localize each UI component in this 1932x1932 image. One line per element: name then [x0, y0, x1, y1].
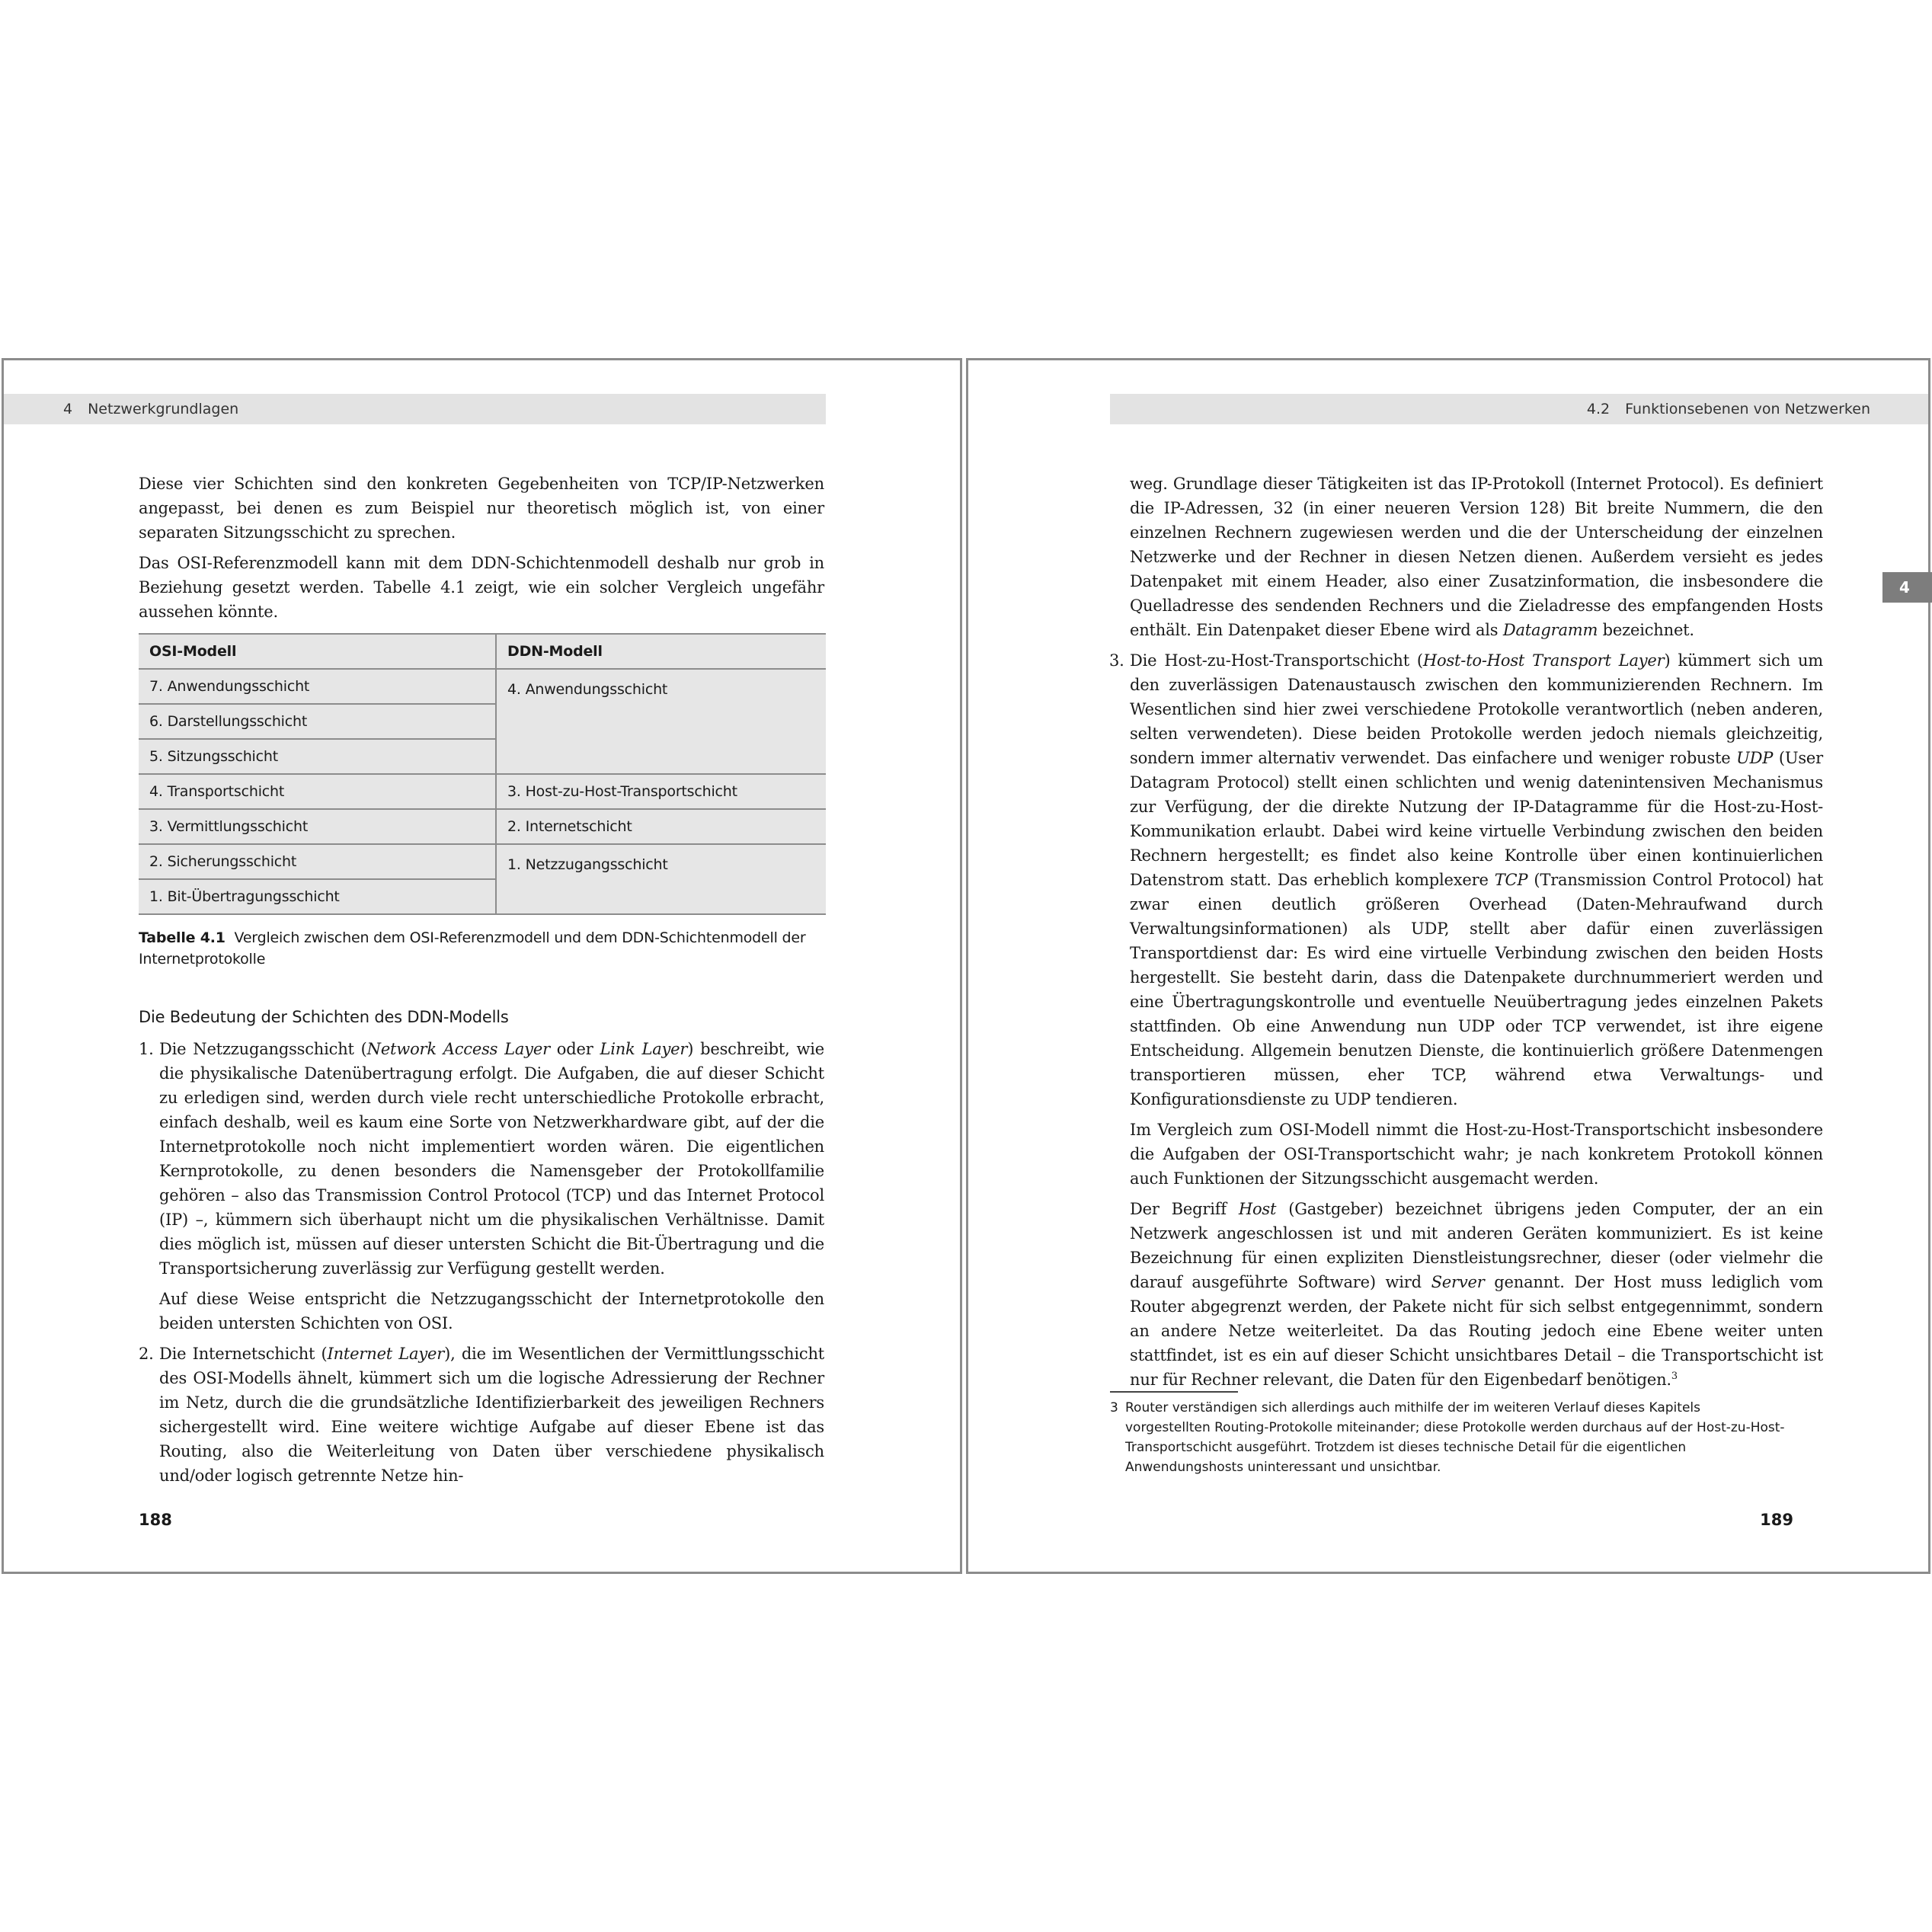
text-run: ) beschreibt, wie die physikalische Datenübertragung erfolgt. Die Aufgaben, die auf dieser Schicht zu erledigen sind, werden durch viele recht unterschiedliche Protokolle erbracht, einfach deshalb, weil es kaum eine Sorte von Netzwerkhardware gibt, auf der die Internetprotokolle noch nicht implementiert worden wären. Die eigentlichen Kernprotokolle, zu denen besonders die Namensgeber der Protokollfamilie gehören – also das Transmission Control Protocol (TCP) und das Internet Protocol (IP) –, kümmern sich überhaupt nicht um die physikalischen Verhältnisse. Damit dies möglich ist, müssen auf dieser untersten Schicht die Bit-Übertragung und die Transportsicherung zuverlässig zur Verfügung gestellt werden.	[159, 1040, 825, 1278]
intro-paragraph: Diese vier Schichten sind den konkreten Gegebenheiten von TCP/IP-Netzwerken angepasst, bei denen es zum Beispiel nur theoretisch möglich ist, von einer separaten Sitzungsschicht zu sprechen.	[139, 475, 824, 542]
caption-label: Tabelle 4.1	[139, 929, 226, 946]
section-subheading: Die Bedeutung der Schichten des DDN-Modells	[139, 1008, 509, 1026]
footnote-reference[interactable]: 3	[1671, 1371, 1678, 1382]
text-run: bezeichnet.	[1598, 621, 1694, 639]
section-title: Funktionsebenen von Netzwerken	[1625, 401, 1870, 417]
table-row	[139, 774, 826, 809]
text-run: weg. Grundlage dieser Tätigkeiten ist das IP-Protokoll (Internet Protocol). Es definiert die IP-Adressen, 32 (in einer neueren Version 128) Bit breite Nummern, die den einzelnen Rechnern zugewiesen werden und die der Unterscheidung der einzelnen Netzwerke und der Rechner in diesen Netzen dienen. Außerdem versieht es jedes Datenpaket mit einem Header, also einer Zusatzinformation, die insbesondere die Quelladresse des sendenden Rechners und die Zieladresse des empfangenden Hosts enthält. Ein Datenpaket dieser Ebene wird als	[1130, 475, 1823, 639]
layer-list	[1109, 648, 1823, 1392]
list-number: 3.	[1109, 651, 1124, 670]
osi-layer-cell: 7. Anwendungsschicht	[139, 669, 496, 704]
text-run: genannt. Der Host muss lediglich vom Router abgegrenzt werden, der Pakete nicht für sich selbst entgegennimmt, sondern an andere Netze weiterleitet. Da das Routing jedoch eine Ebene weiter unten stattfindet, ist es ein auf dieser Schicht unsichtbares Detail – die Transportschicht ist nur für Rechner relevant, die Daten für den Eigenbedarf benötigen.	[1130, 1273, 1823, 1389]
chapter-number: 4	[63, 401, 73, 417]
list-item	[1109, 648, 1823, 1392]
right-body	[1109, 472, 1823, 1398]
left-page	[2, 358, 962, 1574]
table-header: DDN-Modell	[496, 634, 826, 669]
osi-layer-cell: 3. Vermittlungsschicht	[139, 809, 496, 844]
table-header-row	[139, 634, 826, 669]
text-run: Die Netzzugangsschicht (	[159, 1040, 367, 1058]
list-number: 2.	[139, 1345, 154, 1363]
running-header	[1110, 394, 1928, 424]
ddn-layer-cell: 4. Anwendungsschicht	[496, 669, 826, 774]
osi-layer-cell: 6. Darstellungsschicht	[139, 704, 496, 739]
italic-term: Link Layer	[600, 1040, 688, 1058]
ddn-layer-cell: 1. Netzzugangsschicht	[496, 844, 826, 914]
footnote-text: Router verständigen sich allerdings auch mithilfe der im weiteren Verlauf dieses Kapitels vorgestellten Routing-Protokolle miteinander; diese Protokolle werden durchaus auf der Host-zu-Host-Transportschicht ausgeführt. Trotzdem ist dieses technische Detail für die eigentlichen Anwendungshosts uninteressant und unsichtbar.	[1125, 1400, 1785, 1475]
continued-paragraph	[1130, 472, 1823, 642]
table-header: OSI-Modell	[139, 634, 496, 669]
text-run: Der Begriff	[1130, 1200, 1239, 1218]
italic-term: UDP	[1736, 749, 1774, 767]
osi-layer-cell: 5. Sitzungsschicht	[139, 739, 496, 774]
footnote	[1110, 1398, 1788, 1477]
italic-term: TCP	[1494, 871, 1528, 889]
italic-term: Internet Layer	[327, 1345, 445, 1363]
list-item	[139, 1037, 824, 1335]
caption-text: Vergleich zwischen dem OSI-Referenzmodell und dem DDN-Schichtenmodell der Internetprotokolle	[139, 929, 806, 968]
italic-term: Host	[1238, 1200, 1277, 1218]
left-body	[139, 472, 824, 1494]
table-caption	[139, 927, 824, 970]
list-item	[139, 1342, 824, 1488]
right-page	[966, 358, 1930, 1574]
page-number: 189	[1760, 1511, 1793, 1529]
ddn-layer-cell: 2. Internetschicht	[496, 809, 826, 844]
text-run: Die Internetschicht (	[159, 1345, 328, 1363]
comparison-table	[139, 633, 826, 915]
text-run: (Gastgeber) bezeichnet übrigens jeden Computer, der an ein Netzwerk angeschlossen ist und mit anderen Geräten kommuniziert. Es ist keine Bezeichnung für einen expliziten Dienstleistungsrechner, dieser (oder vielmehr die darauf ausgeführte Software) wird	[1130, 1200, 1823, 1291]
osi-layer-cell: 2. Sicherungsschicht	[139, 844, 496, 879]
section-number: 4.2	[1586, 401, 1611, 417]
chapter-title: Netzwerkgrundlagen	[88, 401, 239, 417]
osi-layer-cell: 1. Bit-Übertragungsschicht	[139, 879, 496, 914]
text-run: oder	[549, 1040, 600, 1058]
text-run: (Transmission Control Protocol) hat zwar einen deutlich größeren Overhead (Daten-Mehraufwand durch Verwaltungsinformationen) als UDP, stellt aber dafür einen zuverlässigen Transportdienst dar: Es wird eine virtuelle Verbindung zwischen den beiden Hosts hergestellt. Sie besteht darin, dass die Datenpakete durchnummeriert werden und eine Übertragungskontrolle und eventuelle Neuübertragung jedes einzelnen Pakets stattfinden. Ob eine Anwendung nun UDP oder TCP verwendet, ist ihre eigene Entscheidung. Allgemein benutzen Dienste, die kontinuierlich größere Datenmengen transportieren müssen, eher TCP, während etwa Verwaltungs- und Konfigurationsdienste zu UDP tendieren.	[1130, 871, 1823, 1108]
table-row	[139, 844, 826, 879]
page-number: 188	[139, 1511, 172, 1529]
chapter-thumb-tab: 4	[1882, 572, 1932, 603]
list-paragraph: Im Vergleich zum OSI-Modell nimmt die Host-zu-Host-Transportschicht insbesondere die Aufgaben der OSI-Transportschicht wahr; je nach konkretem Protokoll können auch Funktionen der Sitzungsschicht ausgemacht werden.	[1130, 1121, 1823, 1188]
italic-term: Datagramm	[1502, 621, 1598, 639]
osi-layer-cell: 4. Transportschicht	[139, 774, 496, 809]
text-run: (User Datagram Protocol) stellt einen schlichten und wenig datenintensiven Mechanismus zur Verfügung, der die direkte Nutzung der IP-Datagramme für die Host-zu-Host-Kommunikation erlaubt. Dabei wird keine virtuelle Verbindung zwischen den beiden Rechnern hergestellt; es findet also keine Kontrolle über einen kontinuierlichen Datenstrom statt. Das erheblich komplexere	[1130, 749, 1823, 889]
italic-term: Server	[1431, 1273, 1485, 1291]
italic-term: Network Access Layer	[366, 1040, 550, 1058]
intro-paragraph: Das OSI-Referenzmodell kann mit dem DDN-Schichtenmodell deshalb nur grob in Beziehung gesetzt werden. Tabelle 4.1 zeigt, wie ein solcher Vergleich ungefähr aussehen könnte.	[139, 554, 824, 621]
italic-term: Host-to-Host Transport Layer	[1422, 651, 1665, 670]
text-run: ), die im Wesentlichen der Vermittlungsschicht des OSI-Modells ähnelt, kümmert sich um die logische Adressierung der Rechner im Netz, durch die die grundsätzliche Identifizierbarkeit des jeweiligen Rechners sichergestellt wird. Eine weitere wichtige Aufgabe auf dieser Ebene ist das Routing, also die Weiterleitung von Daten über verschiedene physikalisch und/oder logisch getrennte Netze hin-	[159, 1345, 825, 1485]
list-paragraph: Auf diese Weise entspricht die Netzzugangsschicht der Internetprotokolle den beiden untersten Schichten von OSI.	[159, 1290, 824, 1332]
table-row	[139, 809, 826, 844]
list-paragraph	[1130, 1197, 1823, 1392]
footnote-rule	[1110, 1391, 1238, 1393]
list-number: 1.	[139, 1040, 154, 1058]
text-run: ) kümmert sich um den zuverlässigen Datenaustausch zwischen den kommunizierenden Rechnern. Im Wesentlichen sind hier zwei verschiedene Protokolle verantwortlich (neben anderen, selten verwendeten). Diese beiden Protokolle werden jedoch niemals gleichzeitig, sondern immer alternativ verwendet. Das einfachere und weniger robuste	[1130, 651, 1823, 767]
ddn-layer-cell: 3. Host-zu-Host-Transportschicht	[496, 774, 826, 809]
footnote-number: 3	[1110, 1400, 1118, 1415]
layer-list	[139, 1037, 824, 1488]
text-run: Die Host-zu-Host-Transportschicht (	[1130, 651, 1423, 670]
table-row	[139, 669, 826, 704]
running-header	[4, 394, 826, 424]
